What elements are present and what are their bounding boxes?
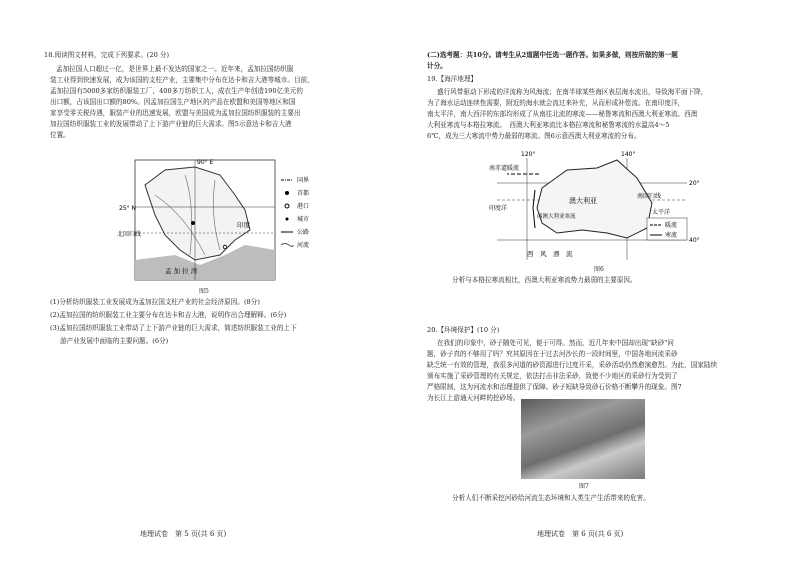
question-20-heading: 20.【环境保护】(10 分): [427, 326, 500, 334]
legend-cold-label: 寒流: [665, 232, 678, 239]
label-90e: 90° E: [197, 159, 214, 166]
material-line: 盛行风带驱动下形成的洋流称为风海流；在南半球某些海区表层海水流出，导致海平面下降，: [437, 88, 708, 96]
question-18-heading: 18.阅读图文材料，完成下列要求。(20 分): [44, 51, 170, 59]
material-line: 为了海水运动连续性需要，附近的海水就会流过来补充，从而形成补偿流。在南印度洋，: [427, 99, 685, 107]
material-line: 加拉国纺织服装工业的发展带动了上下游产业链的巨大需求。图5示意达卡和吉大港: [50, 120, 292, 128]
label-25n: 25° N: [119, 205, 137, 212]
legend-box: [647, 218, 687, 240]
material-line: 严格限制，这为河流水和治理提供了保障。砂子短缺导致砂石价格不断攀升的现象。图7: [427, 383, 682, 391]
legend-warm-label: 暖流: [665, 222, 678, 229]
label-tropic: 北回归线: [117, 231, 142, 238]
label-40: 40°: [689, 237, 700, 244]
sand-mining-photo: [521, 399, 645, 479]
legend-city: [286, 218, 289, 221]
label-bay: 孟 加 拉 湾: [165, 267, 198, 275]
label-pacific: 太平洋: [652, 209, 671, 216]
elective-notice-line: 计分。: [427, 62, 447, 70]
material-line: 缺乏统一有效的管理，我很多河道的砂资源进行过度开采，采砂活动仍然愈演愈烈。为此，国家陆续: [427, 361, 718, 369]
material-line: 孟加拉国人口超过一亿，是世界上最不发达的国家之一。近年来，孟加拉国纺织服: [56, 65, 294, 73]
label-indian-ocean: 印度洋: [489, 205, 508, 212]
elective-notice-line: (二)选考题：共10分。请考生从2道题中任选一题作答。如果多做，则按所做的第一题: [427, 51, 678, 59]
cold-current-path: [533, 190, 535, 228]
material-line: 孟加拉国有5000多家纺织服装工厂，400多万纺织工人，成衣生产年创造190亿美元的: [50, 87, 303, 95]
material-line: 题，砂子真的不够用了吗？究其原因在于过去河沙长的一段时间里，中国各地河流采砂: [427, 350, 678, 358]
figure-6-caption: 图6: [594, 266, 604, 273]
figure-5-caption: 图5: [199, 288, 209, 295]
map-bangladesh: [117, 155, 335, 290]
legend-box: [281, 176, 309, 249]
legend-port: [285, 204, 289, 208]
material-line: 在我们的印象中，砂子随处可见，便于可得。然而，近几年来中国却出现"缺砂"问: [437, 339, 674, 347]
label-west-aus-current: 西澳大利亚寒流: [537, 214, 576, 220]
legend-river-label: 河流: [297, 242, 310, 249]
legend-river: [281, 244, 293, 247]
question-19-task: 分析与本格拉寒流相比，西澳大利亚寒流势力最弱的主要原因。: [452, 276, 637, 284]
map-australia: [487, 148, 717, 268]
legend-capital-label: 首都: [297, 190, 310, 197]
label-west-wind-drift: 西 风 漂 流: [527, 250, 573, 258]
label-india: 印度: [237, 221, 250, 229]
question-item: (1)分析纺织服装工业发展成为孟加拉国支柱产业的社会经济原因。(8分): [50, 298, 260, 306]
question-item: (3)孟加拉国纺织服装工业带动了上下游产业链的巨大需求，简述纺织服装工业的上下: [50, 324, 297, 332]
material-line: 出口额，占该国出口额的80%。因孟加拉国生产地区的产品在欧盟和美国等地区和国: [50, 98, 296, 106]
label-australia: 澳大利亚: [569, 197, 597, 205]
exam-page-6: [397, 0, 794, 561]
capital-dhaka: [191, 221, 195, 225]
legend-capital: [285, 191, 289, 195]
legend-port-label: 港口: [297, 203, 310, 210]
question-20-task: 分析人们不断采挖河砂给河流生态环境和人类生产生活带来的危害。: [452, 494, 650, 502]
label-140: 140°: [621, 151, 636, 158]
legend-city-label: 城市: [297, 216, 310, 223]
material-line: 大利亚寒流与本格拉寒流。 西澳大利亚寒流比本格拉寒流和秘鲁寒流的水温高4～5: [427, 121, 670, 129]
page-footer-right: 地理试卷 第 6 页(共 6 页): [537, 530, 624, 538]
label-tropic: 南回归线: [637, 193, 662, 200]
legend-border-label: 国界: [297, 177, 310, 184]
label-120: 120°: [521, 151, 536, 158]
question-item: 游产业发展中面临的主要问题。(6分): [60, 337, 169, 345]
material-line: 为长江上游通天河畔的挖砂场。: [427, 394, 520, 402]
label-20: 20°: [689, 180, 700, 187]
material-line: 南太平洋，南大西洋的东部均形成了从南往北流的寒流——秘鲁寒流和西澳大利亚寒流、西澳: [427, 110, 698, 118]
material-line: 颁布实施了采砂管理的有关规定，依法打击非法采砂，致使不少地区的采砂行为受到了: [427, 372, 678, 380]
label-south-equatorial: 南赤道暖流: [489, 165, 520, 172]
legend-road-label: 公路: [297, 229, 310, 236]
material-line: 装工业得到快速发展，成为该国的支柱产业，主要集中分布在达卡和吉大港等城市。目前，: [50, 76, 314, 84]
material-line: 6℃，成为三大寒流中势力最弱的寒流。图6示意西澳大利亚寒流的分布。: [427, 132, 641, 140]
question-19-heading: 19.【海洋地理】: [427, 75, 478, 83]
question-item: (2)孟加拉国的纺织服装工业主要分布在达卡和吉大港，说明作出合理解释。(6分): [50, 311, 287, 319]
page-footer-left: 地理试卷 第 5 页(共 6 页): [140, 530, 227, 538]
material-line: 位置。: [50, 131, 70, 139]
figure-7-caption: 图7: [579, 483, 589, 490]
material-line: 家享受零关税待遇，服装产业的迅速发展，欧盟与美国成为孟加拉国纺织服装的主要出: [50, 109, 301, 117]
